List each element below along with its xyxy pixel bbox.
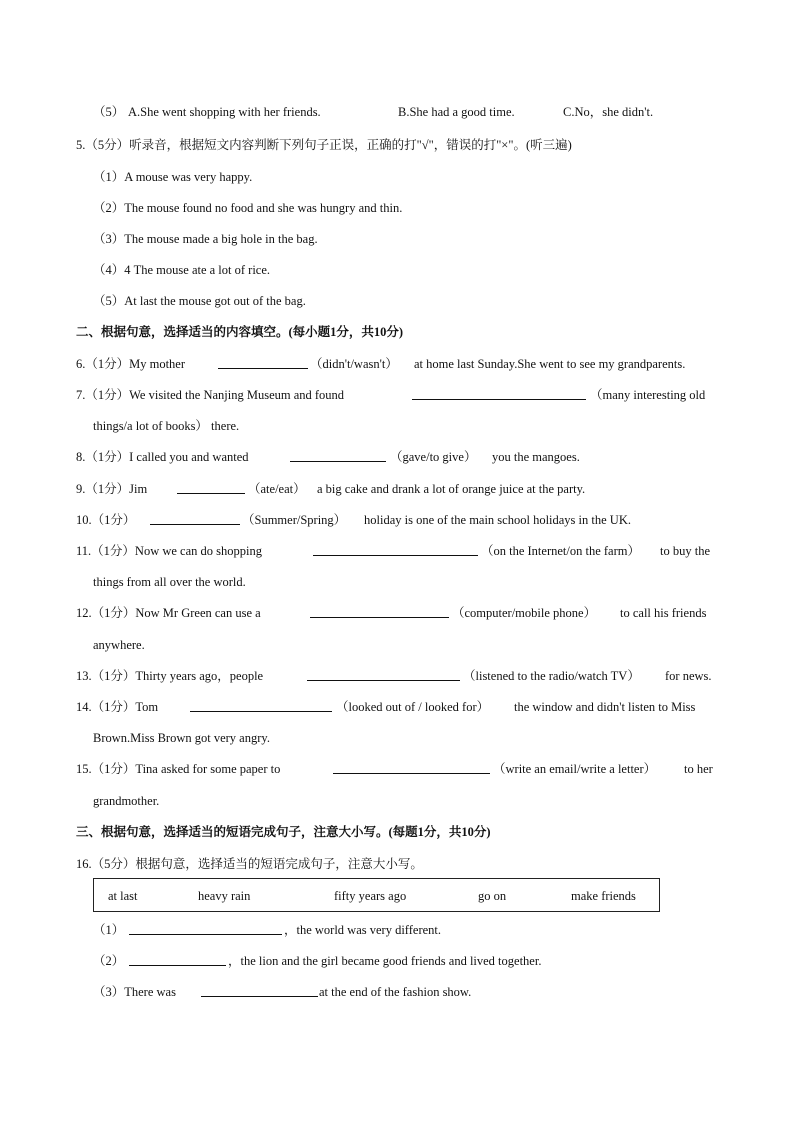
q8-blank[interactable] <box>290 449 386 466</box>
q8-tail: you the mangoes. <box>492 450 580 464</box>
q4-5-number: （5） <box>93 105 125 119</box>
q13-tail: for news. <box>665 669 712 683</box>
q16-1-blank[interactable] <box>129 922 282 939</box>
q7-continuation: things/a lot of books） there. <box>93 419 240 433</box>
q13-blank[interactable] <box>307 668 460 685</box>
q4-5-option-a: A.She went shopping with her friends. <box>128 105 321 119</box>
q4-5-option-b: B.She had a good time. <box>398 105 515 119</box>
q11-continuation: things from all over the world. <box>93 575 246 589</box>
q11-options: （on the Internet/on the farm） <box>481 544 640 558</box>
q14-blank[interactable] <box>190 699 332 716</box>
q6-stem: 6.（1分）My mother <box>76 357 186 371</box>
q12-continuation: anywhere. <box>93 638 145 652</box>
q14-continuation: Brown.Miss Brown got very angry. <box>93 731 270 745</box>
q15-tail: to her <box>684 762 713 776</box>
q5-item-5: （5）At last the mouse got out of the bag. <box>93 294 306 308</box>
word-bank-item: go on <box>478 889 507 903</box>
q5-header: 5.（5分）听录音，根据短文内容判断下列句子正误，正确的打"√"，错误的打"×"。(听三遍) <box>76 138 572 152</box>
q16-2-blank[interactable] <box>129 953 226 970</box>
q10-tail: holiday is one of the main school holidays in the UK. <box>364 513 631 527</box>
q5-item-3: （3）The mouse made a big hole in the bag. <box>93 232 318 246</box>
q16-3-stem: （3）There was <box>93 985 176 999</box>
q6-blank[interactable] <box>218 356 308 373</box>
q10-blank[interactable] <box>150 512 240 529</box>
word-bank-item: make friends <box>571 889 636 903</box>
q12-options: （computer/mobile phone） <box>452 606 597 620</box>
q14-options: （looked out of / looked for） <box>336 700 490 714</box>
q14-tail: the window and didn't listen to Miss <box>514 700 696 714</box>
q12-stem: 12.（1分）Now Mr Green can use a <box>76 606 261 620</box>
q11-blank[interactable] <box>313 543 478 560</box>
q16-1-number: （1） <box>93 923 125 937</box>
q12-blank[interactable] <box>310 605 449 622</box>
q9-options: （ate/eat） <box>248 482 306 496</box>
q16-3-blank[interactable] <box>201 984 318 1001</box>
section-3-title: 三、根据句意，选择适当的短语完成句子，注意大小写。(每题1分，共10分) <box>76 825 491 839</box>
q13-options: （listened to the radio/watch TV） <box>463 669 640 683</box>
q5-item-1: （1）A mouse was very happy. <box>93 170 253 184</box>
q6-options: （didn't/wasn't） <box>310 357 398 371</box>
q6-tail: at home last Sunday.She went to see my grandparents. <box>414 357 686 371</box>
q8-options: （gave/to give） <box>390 450 477 464</box>
q16-3-tail: at the end of the fashion show. <box>319 985 472 999</box>
q4-5-option-c: C.No，she didn't. <box>563 105 654 119</box>
q9-stem: 9.（1分）Jim <box>76 482 148 496</box>
q10-options: （Summer/Spring） <box>242 513 347 527</box>
q14-stem: 14.（1分）Tom <box>76 700 159 714</box>
q5-item-2: （2）The mouse found no food and she was hungry and thin. <box>93 201 403 215</box>
q12-tail: to call his friends <box>620 606 707 620</box>
word-bank-item: heavy rain <box>198 889 251 903</box>
word-bank-item: fifty years ago <box>334 889 407 903</box>
q11-tail: to buy the <box>660 544 710 558</box>
q13-stem: 13.（1分）Thirty years ago，people <box>76 669 264 683</box>
q16-2-number: （2） <box>93 954 125 968</box>
word-bank-item: at last <box>108 889 138 903</box>
q16-header: 16.（5分）根据句意，选择适当的短语完成句子，注意大小写。 <box>76 857 423 871</box>
q11-stem: 11.（1分）Now we can do shopping <box>76 544 262 558</box>
q7-options: （many interesting old <box>590 388 706 402</box>
word-bank-box <box>93 878 660 912</box>
section-2-title: 二、根据句意，选择适当的内容填空。(每小题1分，共10分) <box>76 325 404 339</box>
q15-stem: 15.（1分）Tina asked for some paper to <box>76 762 281 776</box>
q7-blank[interactable] <box>412 387 586 404</box>
q9-tail: a big cake and drank a lot of orange juice at the party. <box>317 482 586 496</box>
q15-blank[interactable] <box>333 761 490 778</box>
q15-options: （write an email/write a letter） <box>493 762 657 776</box>
q8-stem: 8.（1分）I called you and wanted <box>76 450 249 464</box>
q16-2-tail: ，the lion and the girl became good friends and lived together. <box>228 954 542 968</box>
q7-stem: 7.（1分）We visited the Nanjing Museum and found <box>76 388 345 402</box>
q15-continuation: grandmother. <box>93 794 160 808</box>
q9-blank[interactable] <box>177 481 245 498</box>
q10-stem: 10.（1分） <box>76 513 136 527</box>
q16-1-tail: ，the world was very different. <box>284 923 442 937</box>
q5-item-4: （4）4 The mouse ate a lot of rice. <box>93 263 271 277</box>
